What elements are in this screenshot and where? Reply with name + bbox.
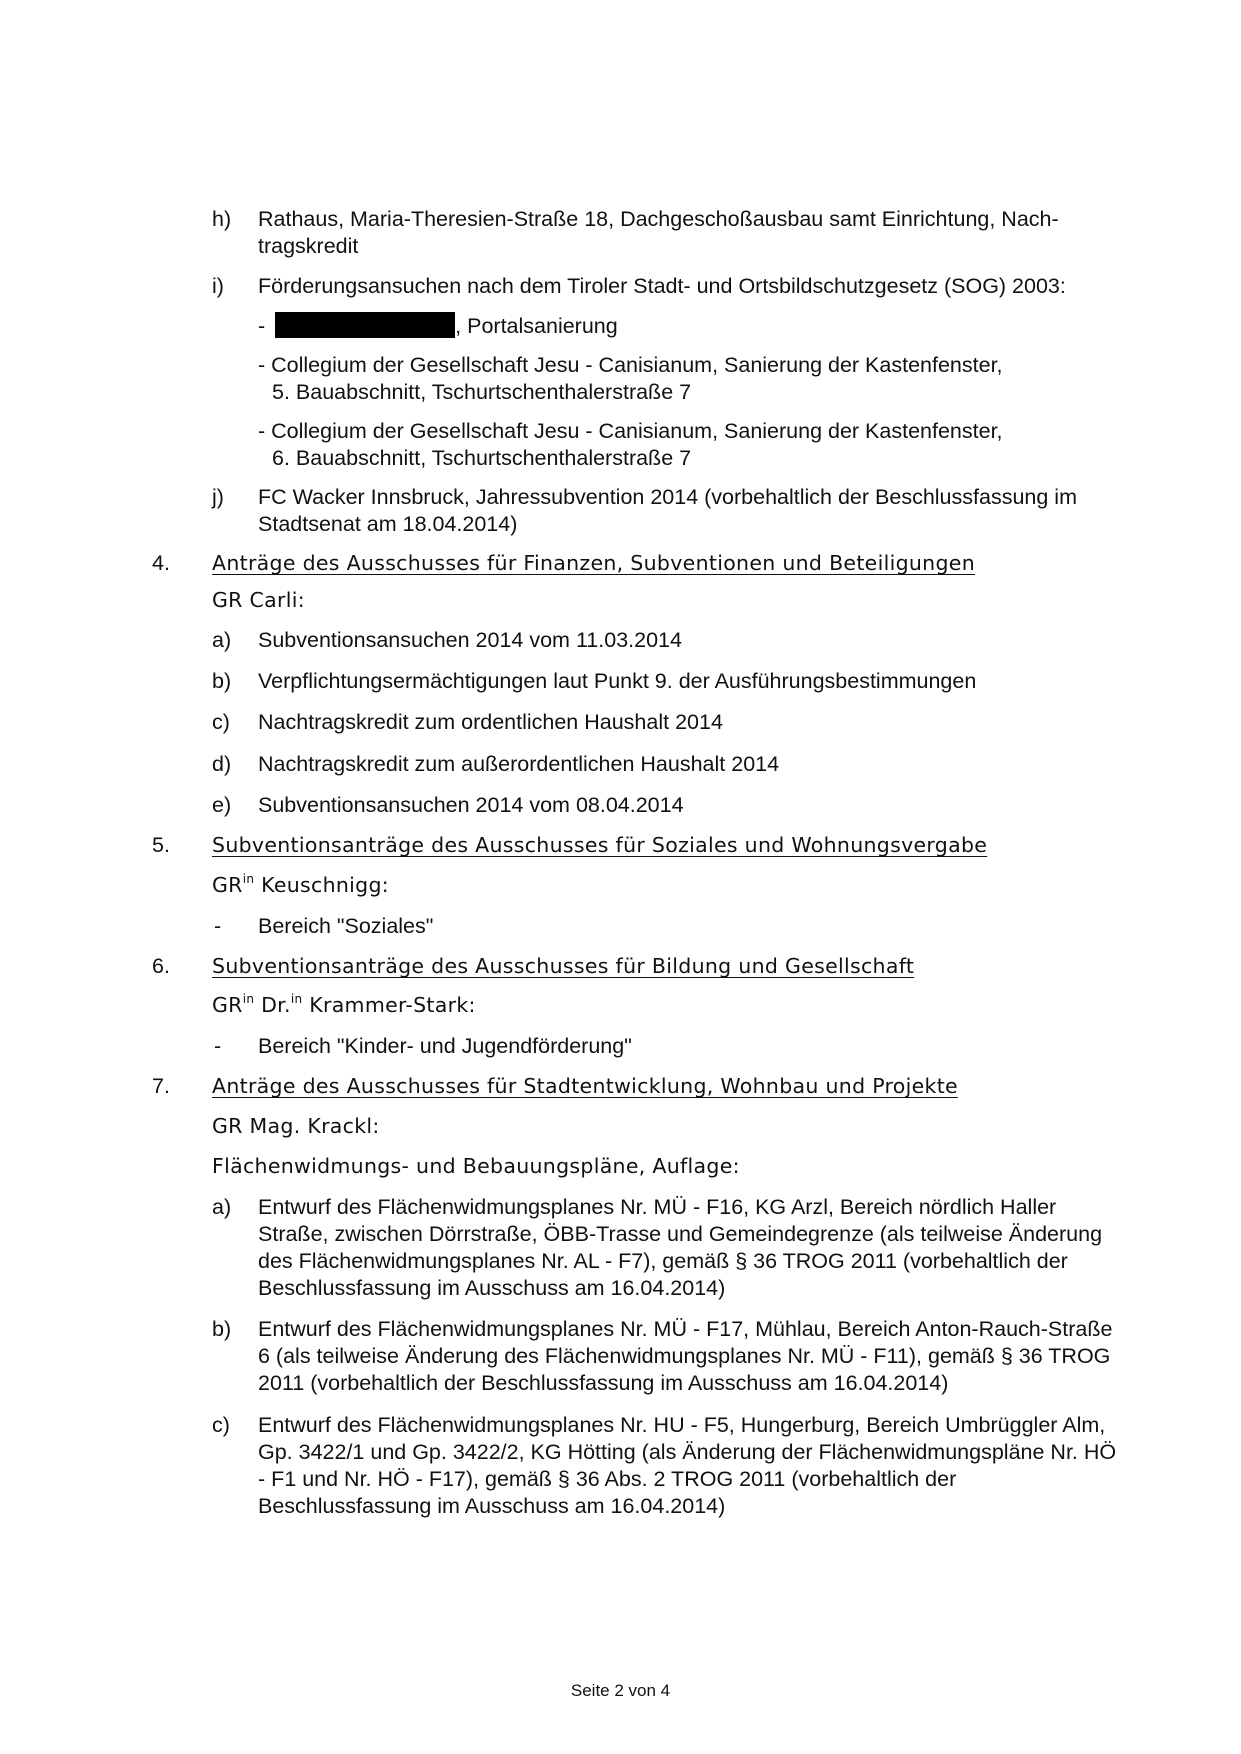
speaker-5-name: Keuschnigg: [254,873,389,897]
speaker-6-title-suffix: in [242,992,255,1006]
item-dash-5: - [214,914,222,938]
item-marker-4d: d) [212,752,232,776]
item-4c-text: Nachtragskredit zum ordentlichen Haushalt 2014 [258,710,723,734]
item-h-line2: tragskredit [258,234,359,258]
item-i-text: Förderungsansuchen nach dem Tiroler Stadt- und Ortsbildschutzgesetz (SOG) 2003: [258,274,1066,298]
item-7c-text: Entwurf des Flächenwidmungsplanes Nr. HU - F5, Hungerburg, Bereich Umbrüggler Alm, Gp. 3422/1 und Gp. 3422/2, KG Hötting (als Änderung der Flächenwidmungspläne Nr. HÖ - F1 und Nr. HÖ - F17), gemäß § 36 Abs. 2 TROG 2011 (vorbehaltlich der Beschlussfassung im Ausschuss am 16.04.2014) [258,1413,1117,1518]
sub-item-canisianum-6-line1: - Collegium der Gesellschaft Jesu - Canisianum, Sanierung der Kastenfenster, [258,419,1003,443]
item-4b-text: Verpflichtungsermächtigungen laut Punkt 9. der Ausführungsbestimmungen [258,669,977,693]
speaker-5-title: GR [212,873,243,897]
speaker-6-name: Krammer-Stark: [302,993,476,1017]
section-number-5: 5. [152,833,170,857]
sub-item-canisianum-5-line1: - Collegium der Gesellschaft Jesu - Canisianum, Sanierung der Kastenfenster, [258,353,1003,377]
item-marker-7b: b) [212,1317,232,1341]
section-heading-7: Anträge des Ausschusses für Stadtentwicklung, Wohnbau und Projekte [212,1074,958,1098]
sub-item-canisianum-5-line2: 5. Bauabschnitt, Tschurtschenthalerstraße 7 [272,380,692,404]
section-number-6: 6. [152,954,170,978]
item-4a-text: Subventionsansuchen 2014 vom 11.03.2014 [258,628,682,652]
item-h-line1: Rathaus, Maria-Theresien-Straße 18, Dachgeschoßausbau samt Einrichtung, Nach- [258,207,1059,231]
speaker-6-degree: Dr. [254,993,291,1017]
item-marker-4e: e) [212,793,232,817]
speaker-7: GR Mag. Krackl: [212,1114,380,1138]
sub-item-canisianum-6-line2: 6. Bauabschnitt, Tschurtschenthalerstraße 7 [272,446,692,470]
speaker-4: GR Carli: [212,588,305,612]
item-marker-7c: c) [212,1413,230,1437]
item-5-text: Bereich "Soziales" [258,914,434,938]
speaker-6 [212,992,476,1019]
item-4e-text: Subventionsansuchen 2014 vom 08.04.2014 [258,793,684,817]
redaction-bar [275,312,455,338]
speaker-5 [212,872,389,899]
item-j-line2: Stadtsenat am 18.04.2014) [258,512,518,536]
item-marker-i: i) [212,274,224,298]
speaker-6-degree-suffix: in [290,992,303,1006]
speaker-6-title: GR [212,993,243,1017]
item-marker-h: h) [212,207,232,231]
item-marker-4a: a) [212,628,232,652]
item-marker-7a: a) [212,1195,232,1219]
item-7a-text: Entwurf des Flächenwidmungsplanes Nr. MÜ - F16, KG Arzl, Bereich nördlich Haller Straße, zwischen Dörrstraße, ÖBB-Trasse und Gemeindegrenze (als teilweise Änderung des Flächenwidmungsplanes Nr. AL - F7), gemäß § 36 TROG 2011 (vorbehaltlich der Beschlussfassung im Ausschuss am 16.04.2014) [258,1195,1103,1300]
item-marker-j: j) [212,485,224,509]
section-number-7: 7. [152,1074,170,1098]
sub-item-suffix: , Portalsanierung [455,314,618,338]
section-heading-6: Subventionsanträge des Ausschusses für Bildung und Gesellschaft [212,954,915,978]
item-dash-6: - [214,1034,222,1058]
section-heading-4: Anträge des Ausschusses für Finanzen, Subventionen und Beteiligungen [212,551,975,575]
sub-item-dash: - [258,314,266,338]
sub-item-redacted [258,312,618,340]
subheading-7: Flächenwidmungs- und Bebauungspläne, Auflage: [212,1154,740,1178]
item-7b-text: Entwurf des Flächenwidmungsplanes Nr. MÜ - F17, Mühlau, Bereich Anton-Rauch-Straße 6 (als teilweise Änderung des Flächenwidmungsplanes Nr. MÜ - F11), gemäß § 36 TROG 2011 (vorbehaltlich der Beschlussfassung im Ausschuss am 16.04.2014) [258,1317,1113,1395]
page-footer: Seite 2 von 4 [570,1681,671,1700]
item-4d-text: Nachtragskredit zum außerordentlichen Haushalt 2014 [258,752,780,776]
item-marker-4b: b) [212,669,232,693]
item-6-text: Bereich "Kinder- und Jugendförderung" [258,1034,632,1058]
section-number-4: 4. [152,551,170,575]
item-j-line1: FC Wacker Innsbruck, Jahressubvention 2014 (vorbehaltlich der Beschlussfassung im [258,485,1077,509]
section-heading-5: Subventionsanträge des Ausschusses für Soziales und Wohnungsvergabe [212,833,988,857]
speaker-5-title-suffix: in [242,872,255,886]
item-marker-4c: c) [212,710,230,734]
